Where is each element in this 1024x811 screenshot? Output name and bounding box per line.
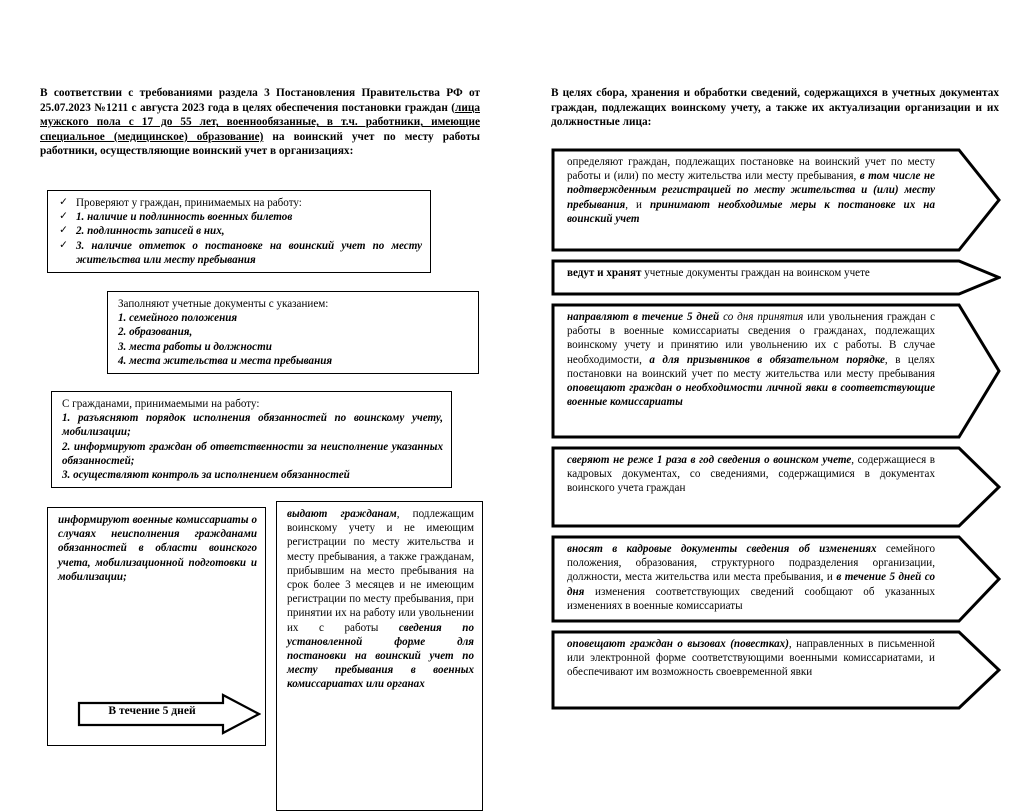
left-intro-paragraph [40, 86, 480, 159]
check-mark-icon: ✓ [59, 239, 68, 251]
text-segment-2: лица мужского пола с 17 до 55 лет, военнообязанные, в т.ч. работники, имеющие специальное (медицинское) образование) [40, 101, 480, 143]
right-block-record-changes [551, 535, 1001, 623]
text-segment-1: направляют в течение 5 дней [567, 311, 720, 323]
text-segment-4: изменения соответствующих сведений сообщают об указанных изменениях в военные комиссариаты [567, 585, 935, 612]
left-box-1-item-3: 3. наличие отметок о постановке на воинский учет по месту жительства или месту пребывания [76, 239, 422, 266]
right-block-6-text [551, 630, 1001, 687]
text-segment-2: со дня принятия [719, 311, 804, 323]
right-block-1-text [551, 148, 1001, 233]
text-segment-2: , подлежащим воинскому учету и не имеющим регистрации по месту жительства и месту пребывания, а также гражданам, прибывшим на место пребывания на срок более 3 месяцев и не имеющим регистрации по месту пребывания, при принятии их на работу или увольнении их с работы [287, 508, 474, 634]
text-segment-3: , и [625, 198, 650, 211]
check-mark-icon: ✓ [59, 197, 68, 208]
text-segment-3: или увольнения граждан с работы в военные комиссариаты сведения о гражданах, подлежащих воинскому учету и принятию или увольнению их с работы. В случае необходимости, [567, 311, 935, 366]
text-segment-2: в том числе не подтвержденным регистрацией по месту жительства и (или) месту пребывания [567, 170, 935, 211]
text-segment-2: учетные документы граждан на воинском учете [641, 267, 870, 279]
left-box-3-content [52, 392, 451, 487]
left-box-4-text: информируют военные комиссариаты о случаях неисполнения гражданами обязанностей в области воинского учета, мобилизационной подготовки и мобилизации; [58, 514, 257, 583]
right-block-2-text [551, 259, 1001, 287]
within-5-days-arrow [77, 693, 261, 735]
list-item [58, 239, 422, 267]
check-mark-icon: ✓ [59, 225, 68, 237]
text-segment-1: В соответствии с требованиями раздела 3 Постановления Правительства РФ от 25.07.2023 №1211 с августа 2023 года в целях обеспечения постановки граждан ( [40, 87, 480, 114]
right-block-send-within-5-days [551, 303, 1001, 439]
left-box-2-heading: Заполняют учетные документы с указанием: [118, 298, 329, 310]
text-segment-2: , содержащиеся в кадровых документах, со сведениями, содержащимися в документах воинского учета граждан [567, 454, 935, 495]
left-column [40, 86, 492, 717]
right-block-notify-summons [551, 630, 1001, 710]
text-segment-2: , направленных в письменной или электронной форме соответствующими военными комиссариатами, и обеспечивают им возможность своевременной явки [567, 638, 935, 679]
text-segment-1: оповещают граждан о вызовах (повестках) [567, 638, 789, 650]
text-segment-2: семейного положения, образования, структурного подразделения организации, должности, места жительства или места пребывания, и [567, 543, 935, 584]
text-segment-1: определяют граждан, подлежащих постановке на воинский учет по месту работы и (или) по месту жительства или месту пребывания, [567, 156, 935, 183]
right-block-4-text [551, 446, 1001, 503]
left-box-1-item-2: 2. подлинность записей в них, [76, 225, 225, 238]
text-segment-3: на воинский учет по месту работы работники, осуществляющие воинский учет в организациях: [40, 130, 480, 158]
text-segment-6: оповещают граждан о необходимости личной явки в соответствующие военные комиссариаты [567, 382, 935, 409]
right-block-3-text [551, 303, 1001, 416]
left-box-1-content [48, 191, 430, 272]
list-item [58, 196, 422, 210]
within-5-days-label: В течение 5 дней [108, 704, 196, 717]
right-intro-paragraph: В целях сбора, хранения и обработки сведений, содержащихся в учетных документах граждан, подлежащих воинскому учету, а также их актуализации организации и их должностные лица: [551, 87, 999, 129]
left-box-with-new-employees [51, 391, 452, 488]
left-box-1-heading: Проверяют у граждан, принимаемых на работу: [76, 197, 302, 209]
text-segment-1: выдают гражданам [287, 508, 397, 520]
left-box-2-item-1: 1. семейного положения [118, 312, 238, 325]
text-segment-1: ведут и хранят [567, 267, 642, 279]
text-segment-4: принимают необходимые меры к постановке их на воинский учет [567, 198, 935, 225]
text-segment-3: сведения по установленной форме для постановки на воинский учет по месту пребывания в военных комиссариатах или органах [287, 621, 475, 691]
list-item [58, 210, 422, 224]
left-box-5-text [287, 507, 474, 692]
right-block-5-text [551, 535, 1001, 620]
left-box-3-item-2: 2. информируют граждан об ответственности за неисполнение указанных обязанностей; [62, 440, 443, 467]
right-block-determine-citizens [551, 148, 1001, 252]
text-segment-1: сверяют не реже 1 раза в год сведения о воинском учете [567, 454, 852, 466]
left-box-2-content [108, 292, 478, 373]
left-box-2-item-3: 3. места работы и должности [118, 340, 272, 353]
right-column [551, 86, 1001, 679]
list-item [58, 224, 422, 238]
left-box-2-item-4: 4. места жительства и места пребывания [118, 354, 333, 367]
left-box-3-item-1: 1. разъясняют порядок исполнения обязанностей по воинскому учету, мобилизации; [62, 412, 443, 439]
left-box-4-content [48, 508, 265, 589]
left-box-5-content [277, 502, 482, 697]
left-box-3-heading: С гражданами, принимаемыми на работу: [62, 398, 260, 410]
text-segment-1: вносят в кадровые документы сведения об изменениях [567, 543, 877, 555]
text-segment-5: , в целях постановки на воинский учет по месту жительства или месту пребывания [567, 353, 935, 380]
left-box-2-item-2: 2. образования, [118, 326, 193, 339]
text-segment-3: в течение 5 дней со дня [567, 571, 935, 598]
left-box-1-item-1: 1. наличие и подлинность военных билетов [76, 211, 293, 224]
left-box-check-documents [47, 190, 431, 273]
right-block-keep-records [551, 259, 1001, 296]
left-box-3-item-3: 3. осуществляют контроль за исполнением обязанностей [62, 469, 350, 482]
text-segment-4: а для призывников в обязательном порядке [649, 353, 885, 366]
left-box-issue-to-citizens [276, 501, 483, 811]
right-block-reconcile-yearly [551, 446, 1001, 528]
check-mark-icon: ✓ [59, 211, 68, 223]
left-box-fill-records [107, 291, 479, 374]
